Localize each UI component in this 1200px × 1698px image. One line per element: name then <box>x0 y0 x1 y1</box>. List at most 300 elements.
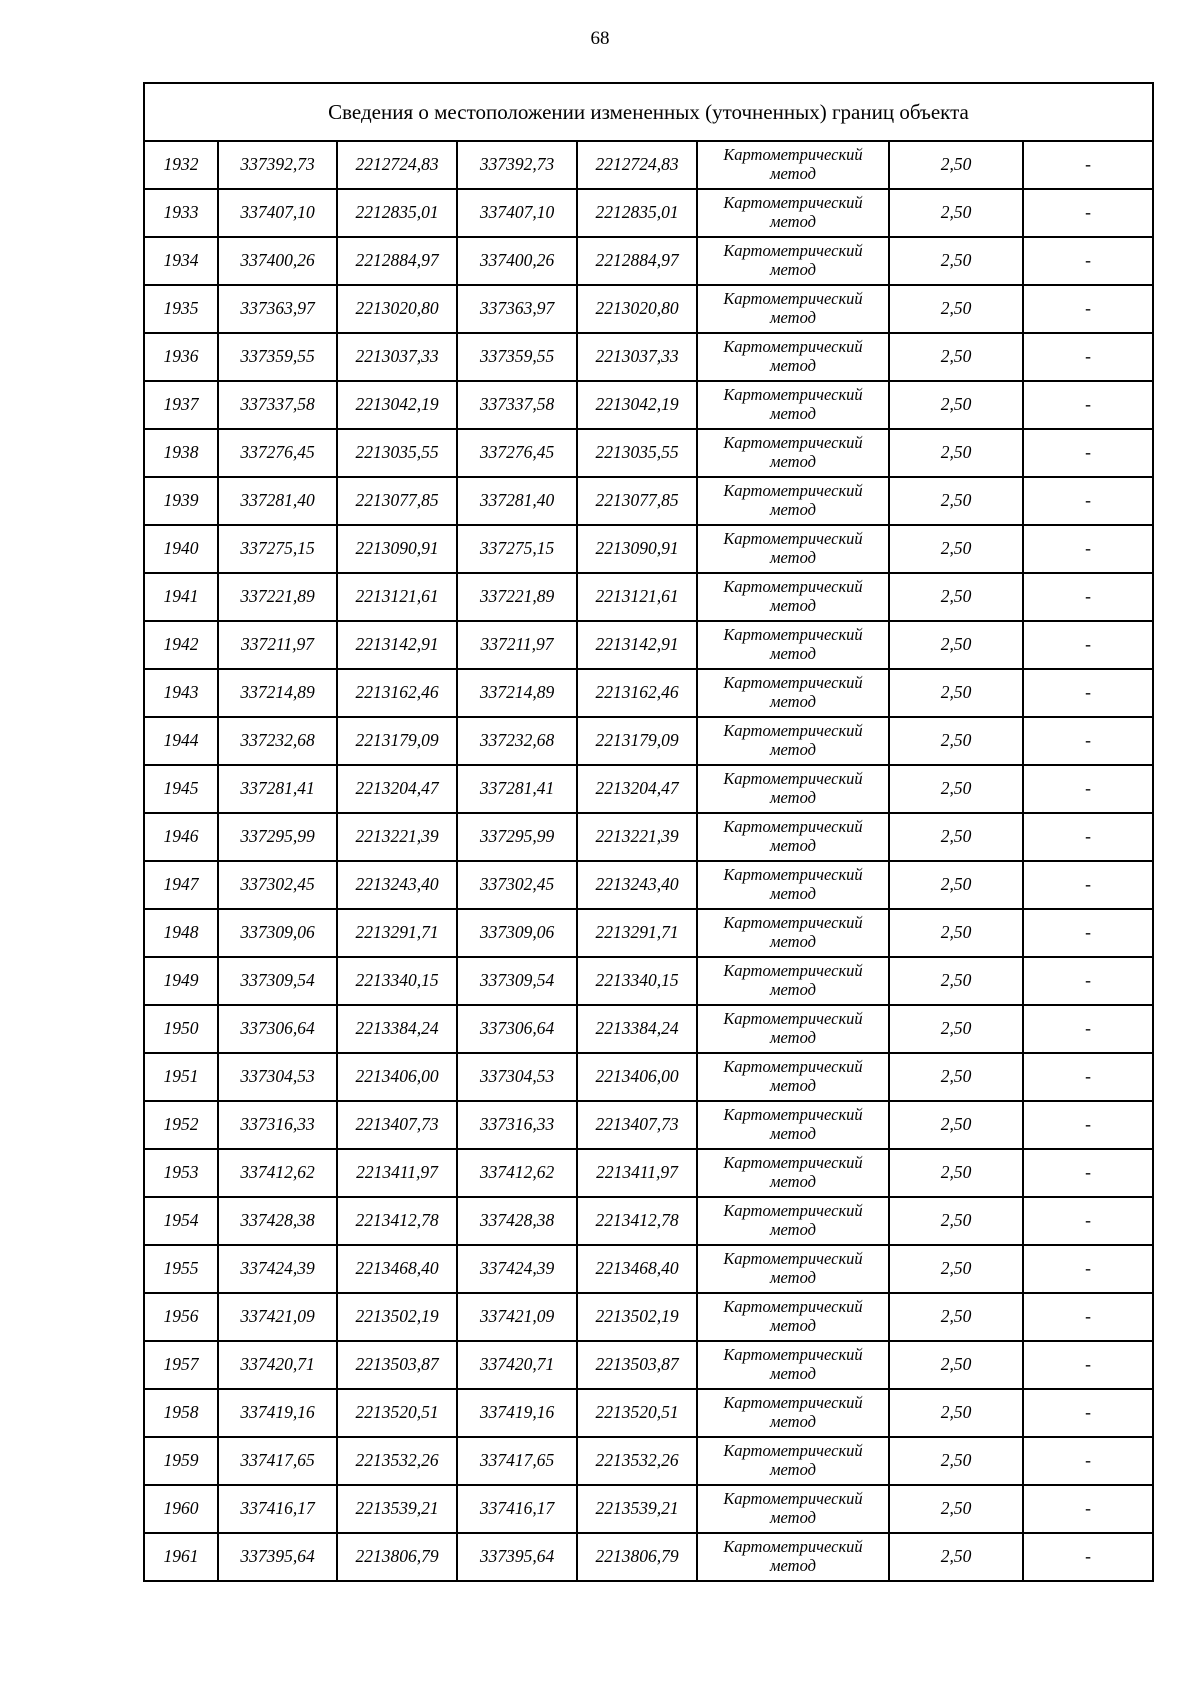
table-row <box>144 621 1153 669</box>
method-line-2: метод <box>770 1412 816 1431</box>
method-cell <box>697 1293 889 1341</box>
existing-x-cell: 337309,54 <box>218 957 337 1005</box>
existing-x-cell: 337211,97 <box>218 621 337 669</box>
method-line-1: Картометрический <box>723 1153 863 1173</box>
point-number-cell: 1961 <box>144 1533 218 1581</box>
existing-y-cell: 2213468,40 <box>337 1245 457 1293</box>
table-row <box>144 189 1153 237</box>
note-cell: - <box>1023 813 1153 861</box>
updated-x-cell: 337275,15 <box>457 525 577 573</box>
table-row <box>144 1341 1153 1389</box>
point-number-cell: 1941 <box>144 573 218 621</box>
point-number-cell: 1955 <box>144 1245 218 1293</box>
note-cell: - <box>1023 1485 1153 1533</box>
existing-y-cell: 2213142,91 <box>337 621 457 669</box>
method-line-1: Картометрический <box>723 241 863 261</box>
table-row <box>144 1245 1153 1293</box>
method-line-1: Картометрический <box>723 673 863 693</box>
existing-x-cell: 337337,58 <box>218 381 337 429</box>
table-caption: Сведения о местоположении измененных (уточненных) границ объекта <box>144 83 1153 141</box>
method-cell <box>697 381 889 429</box>
method-cell <box>697 429 889 477</box>
table-row <box>144 1485 1153 1533</box>
table-row <box>144 1197 1153 1245</box>
table-row <box>144 429 1153 477</box>
existing-x-cell: 337395,64 <box>218 1533 337 1581</box>
point-number-cell: 1940 <box>144 525 218 573</box>
table-row <box>144 1053 1153 1101</box>
note-cell: - <box>1023 525 1153 573</box>
method-cell <box>697 525 889 573</box>
point-number-cell: 1945 <box>144 765 218 813</box>
accuracy-cell: 2,50 <box>889 957 1023 1005</box>
updated-y-cell: 2213806,79 <box>577 1533 697 1581</box>
note-cell: - <box>1023 1053 1153 1101</box>
table-row <box>144 333 1153 381</box>
point-number-cell: 1959 <box>144 1437 218 1485</box>
updated-x-cell: 337395,64 <box>457 1533 577 1581</box>
point-number-cell: 1946 <box>144 813 218 861</box>
method-line-2: метод <box>770 596 816 615</box>
existing-x-cell: 337363,97 <box>218 285 337 333</box>
existing-x-cell: 337281,40 <box>218 477 337 525</box>
updated-y-cell: 2213468,40 <box>577 1245 697 1293</box>
accuracy-cell: 2,50 <box>889 1149 1023 1197</box>
table-row <box>144 1149 1153 1197</box>
method-line-1: Картометрический <box>723 289 863 309</box>
updated-x-cell: 337412,62 <box>457 1149 577 1197</box>
method-line-2: метод <box>770 1124 816 1143</box>
method-line-1: Картометрический <box>723 1489 863 1509</box>
note-cell: - <box>1023 189 1153 237</box>
table-caption-row <box>144 83 1153 141</box>
existing-x-cell: 337400,26 <box>218 237 337 285</box>
updated-y-cell: 2213221,39 <box>577 813 697 861</box>
existing-x-cell: 337424,39 <box>218 1245 337 1293</box>
method-line-1: Картометрический <box>723 385 863 405</box>
updated-y-cell: 2213121,61 <box>577 573 697 621</box>
updated-x-cell: 337421,09 <box>457 1293 577 1341</box>
point-number-cell: 1932 <box>144 141 218 189</box>
method-line-1: Картометрический <box>723 481 863 501</box>
updated-y-cell: 2213042,19 <box>577 381 697 429</box>
updated-y-cell: 2213411,97 <box>577 1149 697 1197</box>
existing-x-cell: 337281,41 <box>218 765 337 813</box>
accuracy-cell: 2,50 <box>889 189 1023 237</box>
existing-x-cell: 337407,10 <box>218 189 337 237</box>
existing-y-cell: 2213411,97 <box>337 1149 457 1197</box>
method-line-1: Картометрический <box>723 433 863 453</box>
method-cell <box>697 1437 889 1485</box>
method-line-1: Картометрический <box>723 865 863 885</box>
table-row <box>144 957 1153 1005</box>
method-cell <box>697 717 889 765</box>
existing-y-cell: 2213077,85 <box>337 477 457 525</box>
accuracy-cell: 2,50 <box>889 1005 1023 1053</box>
method-line-1: Картометрический <box>723 1201 863 1221</box>
existing-x-cell: 337419,16 <box>218 1389 337 1437</box>
updated-y-cell: 2213502,19 <box>577 1293 697 1341</box>
accuracy-cell: 2,50 <box>889 1533 1023 1581</box>
updated-x-cell: 337211,97 <box>457 621 577 669</box>
accuracy-cell: 2,50 <box>889 1197 1023 1245</box>
existing-x-cell: 337214,89 <box>218 669 337 717</box>
method-line-2: метод <box>770 1316 816 1335</box>
note-cell: - <box>1023 1101 1153 1149</box>
updated-x-cell: 337281,41 <box>457 765 577 813</box>
method-cell <box>697 1101 889 1149</box>
updated-x-cell: 337302,45 <box>457 861 577 909</box>
method-cell <box>697 1485 889 1533</box>
existing-y-cell: 2213412,78 <box>337 1197 457 1245</box>
method-line-2: метод <box>770 788 816 807</box>
existing-y-cell: 2213406,00 <box>337 1053 457 1101</box>
point-number-cell: 1947 <box>144 861 218 909</box>
point-number-cell: 1937 <box>144 381 218 429</box>
method-cell <box>697 573 889 621</box>
existing-x-cell: 337421,09 <box>218 1293 337 1341</box>
existing-y-cell: 2213502,19 <box>337 1293 457 1341</box>
accuracy-cell: 2,50 <box>889 525 1023 573</box>
note-cell: - <box>1023 285 1153 333</box>
accuracy-cell: 2,50 <box>889 1485 1023 1533</box>
accuracy-cell: 2,50 <box>889 813 1023 861</box>
updated-x-cell: 337392,73 <box>457 141 577 189</box>
updated-x-cell: 337214,89 <box>457 669 577 717</box>
updated-y-cell: 2213077,85 <box>577 477 697 525</box>
existing-x-cell: 337392,73 <box>218 141 337 189</box>
note-cell: - <box>1023 717 1153 765</box>
method-cell <box>697 141 889 189</box>
method-cell <box>697 1005 889 1053</box>
accuracy-cell: 2,50 <box>889 717 1023 765</box>
method-line-2: метод <box>770 644 816 663</box>
accuracy-cell: 2,50 <box>889 1053 1023 1101</box>
updated-y-cell: 2213204,47 <box>577 765 697 813</box>
table-row <box>144 237 1153 285</box>
existing-y-cell: 2212835,01 <box>337 189 457 237</box>
table-row <box>144 525 1153 573</box>
table-row <box>144 861 1153 909</box>
existing-x-cell: 337417,65 <box>218 1437 337 1485</box>
method-line-1: Картометрический <box>723 769 863 789</box>
updated-y-cell: 2213406,00 <box>577 1053 697 1101</box>
method-cell <box>697 1341 889 1389</box>
updated-x-cell: 337276,45 <box>457 429 577 477</box>
note-cell: - <box>1023 141 1153 189</box>
updated-x-cell: 337428,38 <box>457 1197 577 1245</box>
existing-y-cell: 2213532,26 <box>337 1437 457 1485</box>
existing-x-cell: 337416,17 <box>218 1485 337 1533</box>
method-line-2: метод <box>770 500 816 519</box>
updated-y-cell: 2213243,40 <box>577 861 697 909</box>
updated-y-cell: 2213503,87 <box>577 1341 697 1389</box>
method-line-2: метод <box>770 308 816 327</box>
method-line-2: метод <box>770 356 816 375</box>
table-row <box>144 573 1153 621</box>
updated-x-cell: 337400,26 <box>457 237 577 285</box>
note-cell: - <box>1023 861 1153 909</box>
existing-y-cell: 2213340,15 <box>337 957 457 1005</box>
point-number-cell: 1936 <box>144 333 218 381</box>
existing-x-cell: 337295,99 <box>218 813 337 861</box>
existing-y-cell: 2212724,83 <box>337 141 457 189</box>
updated-y-cell: 2213412,78 <box>577 1197 697 1245</box>
point-number-cell: 1944 <box>144 717 218 765</box>
note-cell: - <box>1023 957 1153 1005</box>
accuracy-cell: 2,50 <box>889 621 1023 669</box>
method-line-1: Картометрический <box>723 529 863 549</box>
method-line-1: Картометрический <box>723 961 863 981</box>
method-line-1: Картометрический <box>723 193 863 213</box>
page-number: 68 <box>590 28 610 49</box>
note-cell: - <box>1023 381 1153 429</box>
method-line-1: Картометрический <box>723 1105 863 1125</box>
existing-y-cell: 2213503,87 <box>337 1341 457 1389</box>
updated-y-cell: 2213407,73 <box>577 1101 697 1149</box>
table-row <box>144 1533 1153 1581</box>
table-row <box>144 285 1153 333</box>
point-number-cell: 1948 <box>144 909 218 957</box>
note-cell: - <box>1023 1197 1153 1245</box>
accuracy-cell: 2,50 <box>889 477 1023 525</box>
point-number-cell: 1957 <box>144 1341 218 1389</box>
method-line-2: метод <box>770 1556 816 1575</box>
updated-y-cell: 2213090,91 <box>577 525 697 573</box>
updated-y-cell: 2213035,55 <box>577 429 697 477</box>
accuracy-cell: 2,50 <box>889 1245 1023 1293</box>
method-cell <box>697 669 889 717</box>
note-cell: - <box>1023 1293 1153 1341</box>
method-line-1: Картометрический <box>723 1249 863 1269</box>
method-line-1: Картометрический <box>723 817 863 837</box>
accuracy-cell: 2,50 <box>889 381 1023 429</box>
method-line-2: метод <box>770 1364 816 1383</box>
method-line-2: метод <box>770 1028 816 1047</box>
table-row <box>144 669 1153 717</box>
accuracy-cell: 2,50 <box>889 765 1023 813</box>
existing-y-cell: 2213020,80 <box>337 285 457 333</box>
updated-y-cell: 2213520,51 <box>577 1389 697 1437</box>
updated-x-cell: 337424,39 <box>457 1245 577 1293</box>
updated-y-cell: 2213539,21 <box>577 1485 697 1533</box>
method-cell <box>697 813 889 861</box>
updated-y-cell: 2213532,26 <box>577 1437 697 1485</box>
existing-x-cell: 337232,68 <box>218 717 337 765</box>
updated-x-cell: 337304,53 <box>457 1053 577 1101</box>
accuracy-cell: 2,50 <box>889 141 1023 189</box>
existing-x-cell: 337359,55 <box>218 333 337 381</box>
table-row <box>144 1293 1153 1341</box>
point-number-cell: 1942 <box>144 621 218 669</box>
accuracy-cell: 2,50 <box>889 909 1023 957</box>
existing-x-cell: 337428,38 <box>218 1197 337 1245</box>
method-line-2: метод <box>770 404 816 423</box>
method-line-1: Картометрический <box>723 577 863 597</box>
table-body <box>144 141 1153 1581</box>
existing-y-cell: 2213162,46 <box>337 669 457 717</box>
accuracy-cell: 2,50 <box>889 1293 1023 1341</box>
updated-y-cell: 2213291,71 <box>577 909 697 957</box>
accuracy-cell: 2,50 <box>889 573 1023 621</box>
table-row <box>144 141 1153 189</box>
existing-y-cell: 2213243,40 <box>337 861 457 909</box>
method-line-1: Картометрический <box>723 1057 863 1077</box>
updated-x-cell: 337416,17 <box>457 1485 577 1533</box>
method-line-2: метод <box>770 164 816 183</box>
updated-x-cell: 337221,89 <box>457 573 577 621</box>
table-row <box>144 813 1153 861</box>
method-line-2: метод <box>770 1220 816 1239</box>
point-number-cell: 1943 <box>144 669 218 717</box>
updated-x-cell: 337309,06 <box>457 909 577 957</box>
method-cell <box>697 765 889 813</box>
note-cell: - <box>1023 333 1153 381</box>
existing-y-cell: 2213806,79 <box>337 1533 457 1581</box>
existing-y-cell: 2213035,55 <box>337 429 457 477</box>
method-line-1: Картометрический <box>723 1537 863 1557</box>
existing-y-cell: 2212884,97 <box>337 237 457 285</box>
note-cell: - <box>1023 669 1153 717</box>
method-cell <box>697 1053 889 1101</box>
point-number-cell: 1952 <box>144 1101 218 1149</box>
updated-x-cell: 337417,65 <box>457 1437 577 1485</box>
method-line-2: метод <box>770 884 816 903</box>
point-number-cell: 1953 <box>144 1149 218 1197</box>
updated-y-cell: 2213037,33 <box>577 333 697 381</box>
table-row <box>144 909 1153 957</box>
existing-y-cell: 2213520,51 <box>337 1389 457 1437</box>
point-number-cell: 1935 <box>144 285 218 333</box>
method-line-2: метод <box>770 932 816 951</box>
note-cell: - <box>1023 237 1153 285</box>
method-cell <box>697 1389 889 1437</box>
updated-x-cell: 337337,58 <box>457 381 577 429</box>
updated-y-cell: 2213340,15 <box>577 957 697 1005</box>
method-line-2: метод <box>770 1172 816 1191</box>
updated-x-cell: 337295,99 <box>457 813 577 861</box>
method-cell <box>697 1245 889 1293</box>
existing-x-cell: 337420,71 <box>218 1341 337 1389</box>
point-number-cell: 1951 <box>144 1053 218 1101</box>
method-cell <box>697 1197 889 1245</box>
existing-x-cell: 337221,89 <box>218 573 337 621</box>
method-cell <box>697 1149 889 1197</box>
note-cell: - <box>1023 909 1153 957</box>
updated-y-cell: 2213162,46 <box>577 669 697 717</box>
existing-x-cell: 337275,15 <box>218 525 337 573</box>
accuracy-cell: 2,50 <box>889 237 1023 285</box>
point-number-cell: 1949 <box>144 957 218 1005</box>
existing-y-cell: 2213384,24 <box>337 1005 457 1053</box>
point-number-cell: 1933 <box>144 189 218 237</box>
method-cell <box>697 1533 889 1581</box>
updated-x-cell: 337281,40 <box>457 477 577 525</box>
boundary-coordinates-table <box>143 82 1154 1582</box>
note-cell: - <box>1023 621 1153 669</box>
note-cell: - <box>1023 765 1153 813</box>
accuracy-cell: 2,50 <box>889 1389 1023 1437</box>
accuracy-cell: 2,50 <box>889 1341 1023 1389</box>
method-line-1: Картометрический <box>723 721 863 741</box>
updated-x-cell: 337407,10 <box>457 189 577 237</box>
existing-x-cell: 337306,64 <box>218 1005 337 1053</box>
point-number-cell: 1954 <box>144 1197 218 1245</box>
updated-y-cell: 2213384,24 <box>577 1005 697 1053</box>
updated-y-cell: 2212724,83 <box>577 141 697 189</box>
method-line-1: Картометрический <box>723 337 863 357</box>
method-cell <box>697 621 889 669</box>
method-line-2: метод <box>770 212 816 231</box>
method-line-1: Картометрический <box>723 145 863 165</box>
method-line-2: метод <box>770 1076 816 1095</box>
existing-y-cell: 2213539,21 <box>337 1485 457 1533</box>
point-number-cell: 1934 <box>144 237 218 285</box>
note-cell: - <box>1023 1149 1153 1197</box>
note-cell: - <box>1023 1341 1153 1389</box>
table-row <box>144 1437 1153 1485</box>
point-number-cell: 1960 <box>144 1485 218 1533</box>
existing-x-cell: 337412,62 <box>218 1149 337 1197</box>
method-line-2: метод <box>770 980 816 999</box>
accuracy-cell: 2,50 <box>889 1101 1023 1149</box>
note-cell: - <box>1023 477 1153 525</box>
table-row <box>144 1101 1153 1149</box>
point-number-cell: 1938 <box>144 429 218 477</box>
updated-y-cell: 2213142,91 <box>577 621 697 669</box>
accuracy-cell: 2,50 <box>889 861 1023 909</box>
method-line-2: метод <box>770 452 816 471</box>
existing-x-cell: 337309,06 <box>218 909 337 957</box>
note-cell: - <box>1023 573 1153 621</box>
method-line-2: метод <box>770 1460 816 1479</box>
note-cell: - <box>1023 1389 1153 1437</box>
method-line-2: метод <box>770 260 816 279</box>
updated-y-cell: 2213179,09 <box>577 717 697 765</box>
method-line-1: Картометрический <box>723 1297 863 1317</box>
accuracy-cell: 2,50 <box>889 429 1023 477</box>
accuracy-cell: 2,50 <box>889 333 1023 381</box>
table-row <box>144 1005 1153 1053</box>
method-cell <box>697 285 889 333</box>
updated-x-cell: 337420,71 <box>457 1341 577 1389</box>
point-number-cell: 1958 <box>144 1389 218 1437</box>
method-line-2: метод <box>770 692 816 711</box>
updated-y-cell: 2213020,80 <box>577 285 697 333</box>
existing-y-cell: 2213042,19 <box>337 381 457 429</box>
updated-y-cell: 2212884,97 <box>577 237 697 285</box>
accuracy-cell: 2,50 <box>889 1437 1023 1485</box>
method-cell <box>697 333 889 381</box>
method-line-1: Картометрический <box>723 1441 863 1461</box>
method-line-2: метод <box>770 1268 816 1287</box>
existing-y-cell: 2213291,71 <box>337 909 457 957</box>
note-cell: - <box>1023 1533 1153 1581</box>
point-number-cell: 1950 <box>144 1005 218 1053</box>
table-row <box>144 765 1153 813</box>
note-cell: - <box>1023 1005 1153 1053</box>
existing-y-cell: 2213179,09 <box>337 717 457 765</box>
table-row <box>144 717 1153 765</box>
method-line-1: Картометрический <box>723 1393 863 1413</box>
method-line-1: Картометрический <box>723 625 863 645</box>
existing-y-cell: 2213090,91 <box>337 525 457 573</box>
existing-y-cell: 2213037,33 <box>337 333 457 381</box>
updated-x-cell: 337309,54 <box>457 957 577 1005</box>
table-row <box>144 381 1153 429</box>
existing-y-cell: 2213221,39 <box>337 813 457 861</box>
method-cell <box>697 237 889 285</box>
